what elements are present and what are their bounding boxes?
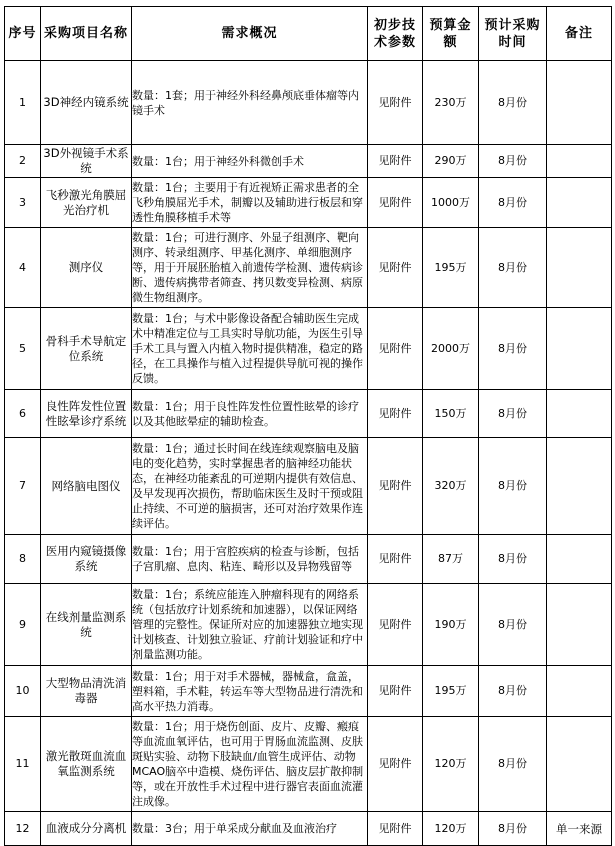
- cell-no: 6: [5, 390, 41, 438]
- cell-name: 飞秒激光角膜屈光治疗机: [41, 178, 132, 228]
- cell-time: 8月份: [479, 390, 547, 438]
- cell-name: 激光散斑血流血氧监测系统: [41, 717, 132, 812]
- table-row: [5, 438, 612, 535]
- cell-params: 见附件: [368, 145, 423, 178]
- cell-note: [547, 390, 612, 438]
- cell-note: [547, 717, 612, 812]
- cell-name: 良性阵发性位置性眩晕诊疗系统: [41, 390, 132, 438]
- cell-time: 8月份: [479, 812, 547, 846]
- cell-name: 在线剂量监测系统: [41, 584, 132, 666]
- cell-no: 1: [5, 61, 41, 145]
- cell-params: 见附件: [368, 717, 423, 812]
- cell-budget: 230万: [423, 61, 479, 145]
- cell-params: 见附件: [368, 228, 423, 308]
- table-row: [5, 584, 612, 666]
- cell-time: 8月份: [479, 178, 547, 228]
- cell-name: 医用内窥镜摄像系统: [41, 535, 132, 584]
- cell-no: 5: [5, 308, 41, 390]
- header-desc: 需求概况: [132, 7, 368, 61]
- cell-time: 8月份: [479, 61, 547, 145]
- cell-desc: 数量：1台；用于宫腔疾病的检查与诊断，包括子宫肌瘤、息肉、粘连、畸形以及异物残留等: [132, 535, 368, 584]
- cell-desc: 数量：1台；用于对手术器械，器械盒，盒盖，塑料箱，手术鞋，转运车等大型物品进行清洗和高水平热力消毒。: [132, 666, 368, 717]
- cell-params: 见附件: [368, 308, 423, 390]
- cell-params: 见附件: [368, 812, 423, 846]
- header-note: 备注: [547, 7, 612, 61]
- cell-budget: 120万: [423, 717, 479, 812]
- cell-time: 8月份: [479, 584, 547, 666]
- table-row: [5, 666, 612, 717]
- cell-params: 见附件: [368, 584, 423, 666]
- cell-budget: 87万: [423, 535, 479, 584]
- cell-budget: 1000万: [423, 178, 479, 228]
- cell-budget: 320万: [423, 438, 479, 535]
- cell-no: 2: [5, 145, 41, 178]
- table-row: [5, 228, 612, 308]
- cell-params: 见附件: [368, 438, 423, 535]
- cell-time: 8月份: [479, 308, 547, 390]
- cell-note: [547, 145, 612, 178]
- header-budget: 预算金额: [423, 7, 479, 61]
- table-row: [5, 717, 612, 812]
- cell-name: 血液成分分离机: [41, 812, 132, 846]
- cell-name: 3D神经内镜系统: [41, 61, 132, 145]
- cell-time: 8月份: [479, 438, 547, 535]
- cell-params: 见附件: [368, 390, 423, 438]
- cell-name: 骨科手术导航定位系统: [41, 308, 132, 390]
- cell-budget: 290万: [423, 145, 479, 178]
- cell-note: [547, 61, 612, 145]
- cell-note: [547, 308, 612, 390]
- cell-note: [547, 228, 612, 308]
- cell-name: 大型物品清洗消毒器: [41, 666, 132, 717]
- cell-params: 见附件: [368, 178, 423, 228]
- cell-budget: 195万: [423, 666, 479, 717]
- table-row: [5, 812, 612, 846]
- header-name: 采购项目名称: [41, 7, 132, 61]
- cell-no: 8: [5, 535, 41, 584]
- cell-no: 12: [5, 812, 41, 846]
- cell-desc: 数量：1套；用于神经外科经鼻颅底垂体瘤等内镜手术: [132, 61, 368, 145]
- cell-no: 10: [5, 666, 41, 717]
- cell-no: 3: [5, 178, 41, 228]
- cell-desc: 数量：1台；用于烧伤创面、皮片、皮瓣、瘢痕等血流血氧评估，也可用于胃肠血流监测、皮肤斑贴实验、动物下肢缺血/血管生成评估、动物MCAO脑卒中造模、烧伤评估、脑皮层扩散抑制等，或在开放性手术过程中进行器官表面血流灌注成像。: [132, 717, 368, 812]
- table-row: [5, 390, 612, 438]
- cell-desc: 数量：1台；与术中影像设备配合辅助医生完成术中精准定位与工具实时导航功能，为医生引导手术工具与置入内植入物时提供精准，稳定的路径，在工具操作与植入过程提供导航可视的操作反馈。: [132, 308, 368, 390]
- cell-budget: 150万: [423, 390, 479, 438]
- cell-budget: 195万: [423, 228, 479, 308]
- table-row: [5, 61, 612, 145]
- cell-desc: 数量：1台；通过长时间在线连续观察脑电及脑电的变化趋势，实时掌握患者的脑神经功能状态，在神经功能紊乱的可逆期内提供有效信息、及早发现再次损伤，帮助临床医生及时干预或阻止持续、不可逆的脑损害，还可对治疗效果作连续评估。: [132, 438, 368, 535]
- cell-desc: 数量：1台；用于良性阵发性位置性眩晕的诊疗以及其他眩晕症的辅助检查。: [132, 390, 368, 438]
- procurement-table: [4, 6, 612, 846]
- table-row: [5, 308, 612, 390]
- cell-params: 见附件: [368, 61, 423, 145]
- header-row: [5, 7, 612, 61]
- cell-name: 测序仪: [41, 228, 132, 308]
- cell-params: 见附件: [368, 535, 423, 584]
- cell-time: 8月份: [479, 145, 547, 178]
- cell-no: 4: [5, 228, 41, 308]
- table-row: [5, 178, 612, 228]
- header-no: 序号: [5, 7, 41, 61]
- cell-name: 3D外视镜手术系统: [41, 145, 132, 178]
- cell-note: [547, 584, 612, 666]
- header-params: 初步技术参数: [368, 7, 423, 61]
- cell-budget: 120万: [423, 812, 479, 846]
- cell-budget: 2000万: [423, 308, 479, 390]
- header-time: 预计采购时间: [479, 7, 547, 61]
- cell-time: 8月份: [479, 666, 547, 717]
- table-row: [5, 535, 612, 584]
- cell-budget: 190万: [423, 584, 479, 666]
- cell-note: [547, 438, 612, 535]
- cell-note: 单一来源: [547, 812, 612, 846]
- cell-desc: 数量：1台；主要用于有近视矫正需求患者的全飞秒角膜屈光手术，制瓣以及辅助进行板层和穿透性角膜移植手术等: [132, 178, 368, 228]
- cell-note: [547, 535, 612, 584]
- cell-time: 8月份: [479, 717, 547, 812]
- cell-desc: 数量：1台；用于神经外科微创手术: [132, 145, 368, 178]
- cell-no: 11: [5, 717, 41, 812]
- cell-time: 8月份: [479, 535, 547, 584]
- cell-desc: 数量：3台；用于单采成分献血及血液治疗: [132, 812, 368, 846]
- cell-desc: 数量：1台；系统应能连入肿瘤科现有的网络系统（包括放疗计划系统和加速器），以保证网络管理的完整性。保证所对应的加速器独立地实现计划核查、计划独立验证、疗前计划验证和疗中剂量监测功能。: [132, 584, 368, 666]
- cell-note: [547, 178, 612, 228]
- cell-name: 网络脑电图仪: [41, 438, 132, 535]
- cell-no: 7: [5, 438, 41, 535]
- cell-time: 8月份: [479, 228, 547, 308]
- cell-note: [547, 666, 612, 717]
- cell-desc: 数量：1台；可进行测序、外显子组测序、靶向测序、转录组测序、甲基化测序、单细胞测序等，用于开展胚胎植入前遗传学检测、遗传病诊断、遗传病携带者筛查、拷贝数变异检测、病原微生物组测序。: [132, 228, 368, 308]
- cell-no: 9: [5, 584, 41, 666]
- cell-params: 见附件: [368, 666, 423, 717]
- table-row: [5, 145, 612, 178]
